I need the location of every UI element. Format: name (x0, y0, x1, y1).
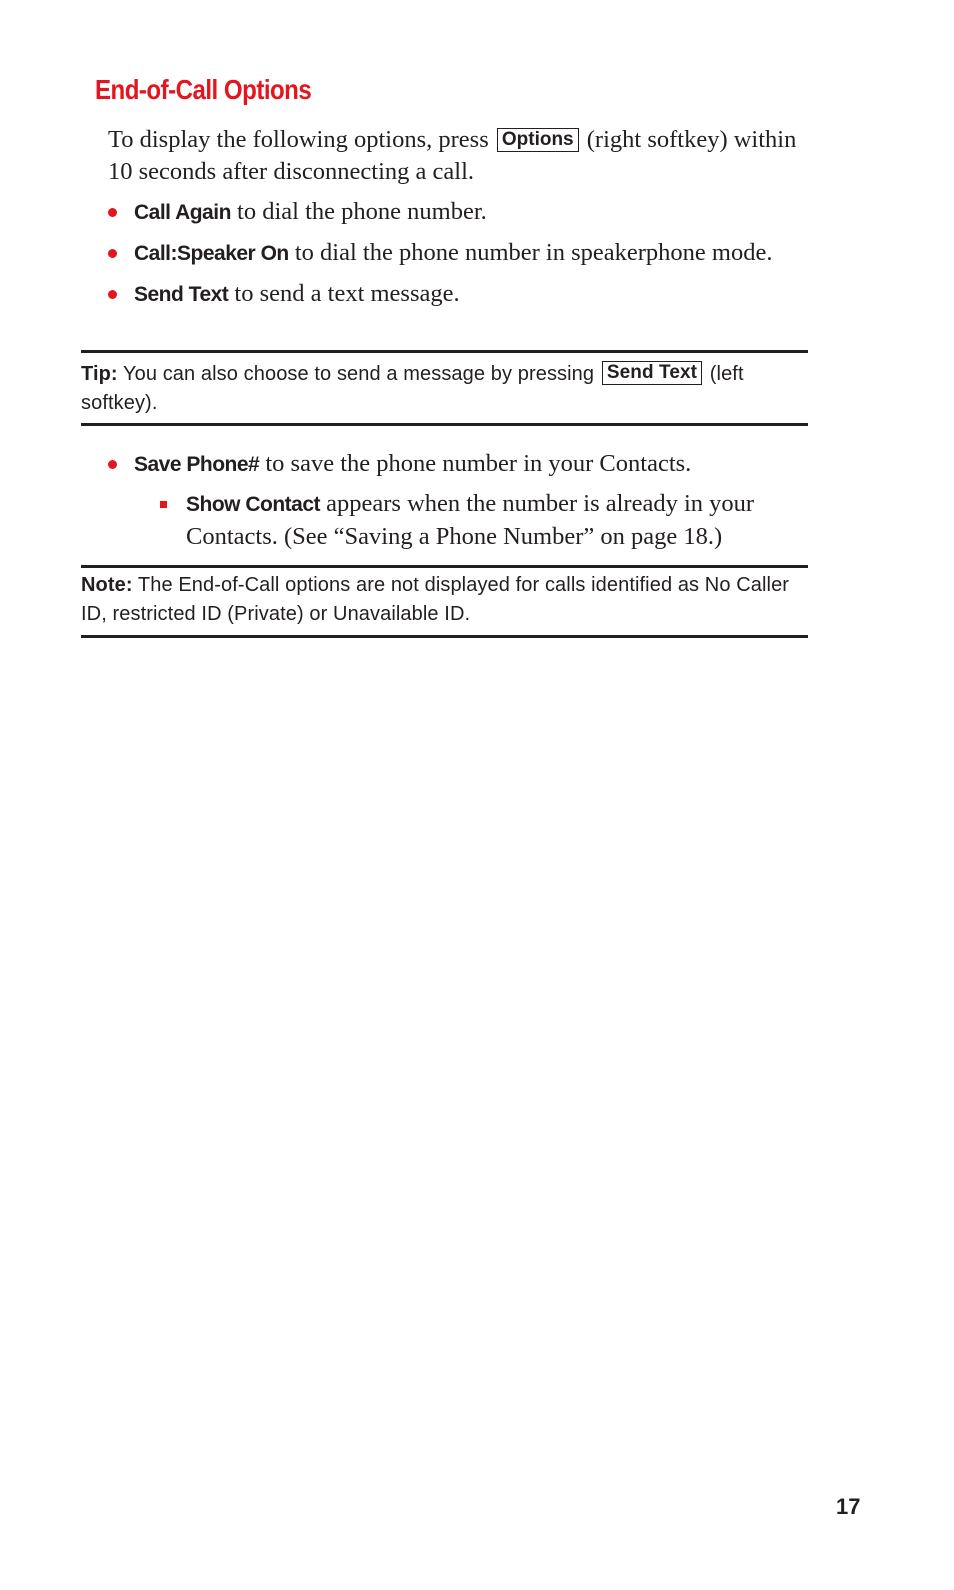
options-list-a (108, 196, 808, 319)
bullet-icon (108, 208, 117, 217)
list-item (108, 196, 808, 229)
bullet-icon (108, 460, 117, 469)
intro-text-before: To display the following options, press (108, 126, 489, 153)
list-item (108, 278, 808, 311)
options-softkey-label: Options (497, 128, 579, 152)
section-heading: End-of-Call Options (95, 74, 312, 105)
option-term: Send Text (134, 283, 229, 306)
note-box (81, 571, 808, 629)
note-text: The End-of-Call options are not displayed for calls identified as No Caller ID, restricted ID (Private) or Unavailable ID. (81, 574, 790, 625)
sub-option-text (160, 488, 810, 553)
sub-option (160, 488, 810, 553)
page-number: 17 (836, 1494, 861, 1519)
send-text-softkey-label: Send Text (602, 361, 702, 385)
square-bullet-icon (160, 501, 167, 508)
intro-paragraph (108, 124, 808, 188)
tip-text-after: (left softkey). (81, 363, 744, 414)
bullet-icon (108, 249, 117, 258)
note-label: Note: (81, 574, 133, 596)
option-term: Save Phone# (134, 453, 260, 476)
options-list-b (108, 448, 808, 489)
sub-option-desc: appears when the number is already in your Contacts. (See “Saving a Phone Number” on page 18.) (186, 490, 755, 550)
tip-bottom-rule (81, 423, 808, 426)
option-desc: to send a text message. (234, 280, 460, 307)
note-top-rule (81, 565, 808, 568)
sub-option-term: Show Contact (186, 493, 320, 516)
tip-box (81, 360, 808, 418)
option-term: Call Again (134, 201, 231, 224)
option-term: Call:Speaker On (134, 242, 289, 265)
tip-top-rule (81, 350, 808, 353)
note-bottom-rule (81, 635, 808, 638)
option-desc: to save the phone number in your Contacts. (265, 450, 692, 477)
tip-label: Tip: (81, 363, 118, 385)
bullet-icon (108, 290, 117, 299)
option-desc: to dial the phone number. (237, 198, 487, 225)
list-item (108, 448, 808, 481)
intro-text-after: (right softkey) within 10 seconds after disconnecting a call. (108, 126, 797, 185)
list-item (108, 237, 808, 270)
tip-text-before: You can also choose to send a message by pressing (123, 363, 595, 385)
option-desc: to dial the phone number in speakerphone mode. (294, 239, 773, 266)
